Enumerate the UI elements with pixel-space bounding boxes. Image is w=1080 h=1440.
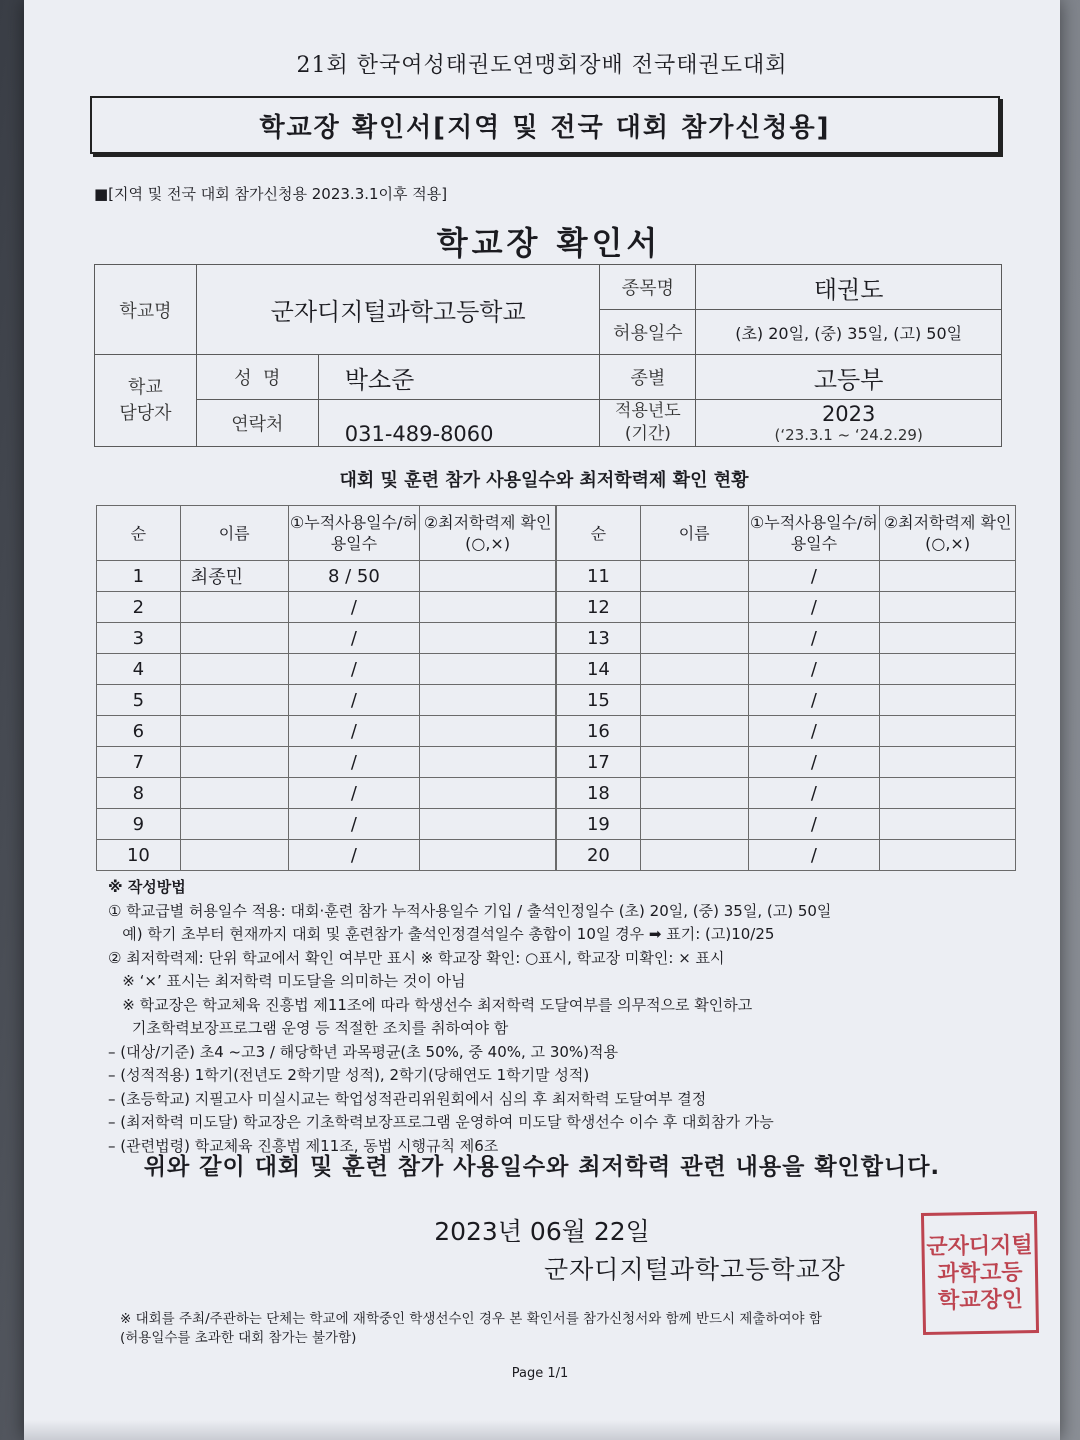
table-row: [97, 654, 556, 685]
row-check: [880, 747, 1016, 778]
row-days: /: [288, 685, 420, 716]
confirmation-statement: 위와 같이 대회 및 훈련 참가 사용일수와 최저학력 관련 내용을 확인합니다.: [143, 1154, 941, 1180]
row-name: [180, 809, 288, 840]
footer-line: ※ 대회를 주최/주관하는 단체는 학교에 재학중인 학생선수인 경우 본 확인서를 참가신청서와 함께 반드시 제출하여야 함: [120, 1311, 822, 1327]
col-header-days: ①누적사용일수/허용일수: [748, 506, 880, 561]
table-row: [557, 654, 1016, 685]
row-name: [640, 809, 748, 840]
period-value: (‘23.3.1 ~ ‘24.2.29): [774, 426, 923, 444]
row-name: [640, 623, 748, 654]
row-name: [640, 716, 748, 747]
col-header-days: ①누적사용일수/허용일수: [288, 506, 420, 561]
status-table-left: [96, 505, 556, 871]
year-cell: [696, 400, 1002, 447]
phone-label: 연락처: [196, 400, 318, 447]
col-header-name: 이름: [640, 506, 748, 561]
row-number: 8: [97, 778, 181, 809]
year-label: 적용년도 (기간): [600, 400, 696, 447]
writing-instructions: [108, 876, 1008, 1158]
row-days: /: [748, 840, 880, 871]
row-days: /: [748, 809, 880, 840]
row-days: /: [748, 623, 880, 654]
row-number: 13: [557, 623, 641, 654]
row-name: [180, 623, 288, 654]
row-number: 1: [97, 561, 181, 592]
row-number: 12: [557, 592, 641, 623]
instruction-line: – (최저학력 미도달) 학교장은 기초학력보장프로그램 운영하여 미도달 학생선수 이수 후 대회참가 가능: [108, 1113, 774, 1131]
row-days: 8 / 50: [288, 561, 420, 592]
row-days: /: [288, 840, 420, 871]
row-check: [880, 809, 1016, 840]
seal-line: 군자디지털: [926, 1232, 1033, 1260]
form-title: 학교장 확인서: [436, 224, 662, 262]
page-number: Page 1/1: [511, 1366, 569, 1381]
event-value: 태권도: [696, 265, 1002, 310]
instruction-line: – (관련법령) 학교체육 진흥법 제11조, 동법 시행규칙 제6조: [108, 1136, 499, 1155]
document-page: [24, 0, 1060, 1440]
row-name: [640, 840, 748, 871]
table-row: [97, 685, 556, 716]
row-name: [180, 592, 288, 623]
row-days: /: [748, 592, 880, 623]
col-header-check: ②최저학력제 확인(○,×): [420, 506, 556, 561]
contact-name-label: 성 명: [196, 355, 318, 400]
year-value: 2023: [821, 402, 876, 426]
principal-name: 군자디지털과학고등학교장: [544, 1255, 846, 1284]
row-check: [420, 561, 556, 592]
row-check: [420, 592, 556, 623]
row-days: /: [288, 716, 420, 747]
instruction-line: ② 최저학력제: 단위 학교에서 확인 여부만 표시 ※ 학교장 확인: ○표시, 학교장 미확인: × 표시: [108, 948, 725, 967]
row-name: [180, 685, 288, 716]
row-check: [880, 840, 1016, 871]
row-days: /: [748, 685, 880, 716]
table-row: [97, 623, 556, 654]
row-number: 17: [557, 747, 641, 778]
row-days: /: [748, 561, 880, 592]
instruction-line: ※ ‘×’ 표시는 최저학력 미도달을 의미하는 것이 아님: [108, 972, 466, 990]
row-days: /: [288, 623, 420, 654]
instruction-line: – (초등학교) 지필고사 미실시교는 학업성적관리위원회에서 심의 후 최저학력 도달여부 결정: [108, 1089, 707, 1108]
row-check: [420, 654, 556, 685]
division-value: 고등부: [696, 355, 1002, 400]
row-days: /: [748, 778, 880, 809]
row-number: 11: [557, 561, 641, 592]
table-row: [557, 592, 1016, 623]
status-title: 대회 및 훈련 참가 사용일수와 최저학력제 확인 현황: [339, 470, 749, 491]
row-check: [880, 561, 1016, 592]
table-row: [97, 716, 556, 747]
table-row: [97, 592, 556, 623]
row-number: 16: [557, 716, 641, 747]
row-check: [420, 685, 556, 716]
row-check: [420, 716, 556, 747]
table-row: [557, 623, 1016, 654]
row-number: 15: [557, 685, 641, 716]
footer-line: (허용일수를 초과한 대회 참가는 불가함): [120, 1330, 357, 1346]
row-name: [640, 561, 748, 592]
row-number: 9: [97, 809, 181, 840]
row-name: [640, 685, 748, 716]
col-header-no: 순: [97, 506, 181, 561]
page-edge: [24, 1420, 1060, 1440]
seal-line: 학교장인: [937, 1286, 1024, 1314]
row-name: 최종민: [180, 561, 288, 592]
col-header-check: ②최저학력제 확인(○,×): [880, 506, 1016, 561]
event-title: 21회 한국여성태권도연맹회장배 전국태권도대회: [296, 53, 788, 78]
row-check: [880, 685, 1016, 716]
table-row: [97, 840, 556, 871]
seal-line: 과학고등: [937, 1259, 1023, 1287]
contact-name-value: 박소준: [318, 355, 600, 400]
instruction-line: – (성적적용) 1학기(전년도 2학기말 성적), 2학기(당해연도 1학기말 성적): [108, 1066, 590, 1084]
row-number: 5: [97, 685, 181, 716]
row-number: 7: [97, 747, 181, 778]
row-check: [420, 809, 556, 840]
document-banner: 학교장 확인서[지역 및 전국 대회 참가신청용]: [90, 96, 1000, 154]
row-number: 10: [97, 840, 181, 871]
instruction-line: 기초학력보장프로그램 운영 등 적절한 조치를 취하여야 함: [108, 1019, 509, 1037]
allowed-days-value: (초) 20일, (중) 35일, (고) 50일: [696, 310, 1002, 355]
row-name: [180, 840, 288, 871]
instruction-line: 예) 학기 초부터 현재까지 대회 및 훈련참가 출석인정결석일수 총합이 10일 경우 ➡ 표기: (고)10/25: [108, 925, 775, 943]
table-row: [557, 561, 1016, 592]
table-row: [97, 561, 556, 592]
row-name: [180, 654, 288, 685]
instruction-line: – (대상/기준) 초4 ~고3 / 해당학년 과목평균(초 50%, 중 40%, 고 30%)적용: [108, 1042, 618, 1061]
row-check: [880, 592, 1016, 623]
instruction-line: ① 학교급별 허용일수 적용: 대회·훈련 참가 누적사용일수 기입 / 출석인정일수 (초) 20일, (중) 35일, (고) 50일: [108, 901, 832, 920]
signature-date: 2023년 06월 22일: [434, 1217, 650, 1246]
col-header-no: 순: [557, 506, 641, 561]
row-check: [420, 623, 556, 654]
row-check: [880, 716, 1016, 747]
row-name: [640, 592, 748, 623]
division-label: 종별: [600, 355, 696, 400]
row-days: /: [748, 747, 880, 778]
row-number: 4: [97, 654, 181, 685]
row-days: /: [288, 654, 420, 685]
row-check: [420, 747, 556, 778]
footer-note: [120, 1310, 1020, 1348]
status-table-right: [556, 505, 1016, 871]
row-name: [180, 716, 288, 747]
row-days: /: [288, 592, 420, 623]
row-number: 14: [557, 654, 641, 685]
row-days: /: [748, 654, 880, 685]
row-days: /: [288, 778, 420, 809]
row-check: [420, 778, 556, 809]
col-header-name: 이름: [180, 506, 288, 561]
table-row: [557, 685, 1016, 716]
school-name-value: 군자디지털과학고등학교: [196, 265, 600, 355]
row-name: [640, 654, 748, 685]
school-name-label: 학교명: [95, 265, 197, 355]
row-name: [180, 747, 288, 778]
row-number: 3: [97, 623, 181, 654]
row-check: [880, 623, 1016, 654]
event-label: 종목명: [600, 265, 696, 310]
row-check: [880, 778, 1016, 809]
allowed-days-label: 허용일수: [600, 310, 696, 355]
phone-value: 031-489-8060: [318, 400, 600, 447]
row-check: [880, 654, 1016, 685]
table-row: [557, 778, 1016, 809]
row-number: 19: [557, 809, 641, 840]
info-table: [94, 264, 1002, 447]
instruction-line: ※ 학교장은 학교체육 진흥법 제11조에 따라 학생선수 최저학력 도달여부를 의무적으로 확인하고: [108, 995, 753, 1014]
row-days: /: [288, 747, 420, 778]
table-row: [557, 747, 1016, 778]
table-row: [557, 809, 1016, 840]
table-row: [97, 809, 556, 840]
instruction-line: ※ 작성방법: [108, 878, 186, 896]
row-number: 6: [97, 716, 181, 747]
table-row: [97, 778, 556, 809]
row-number: 2: [97, 592, 181, 623]
row-name: [640, 778, 748, 809]
row-check: [420, 840, 556, 871]
row-name: [180, 778, 288, 809]
form-subtitle: ■[지역 및 전국 대회 참가신청용 2023.3.1이후 적용]: [94, 185, 448, 203]
school-contact-label: 학교 담당자: [95, 355, 197, 447]
row-number: 20: [557, 840, 641, 871]
row-days: /: [288, 809, 420, 840]
table-row: [557, 840, 1016, 871]
row-name: [640, 747, 748, 778]
row-days: /: [748, 716, 880, 747]
row-number: 18: [557, 778, 641, 809]
table-row: [557, 716, 1016, 747]
table-row: [97, 747, 556, 778]
